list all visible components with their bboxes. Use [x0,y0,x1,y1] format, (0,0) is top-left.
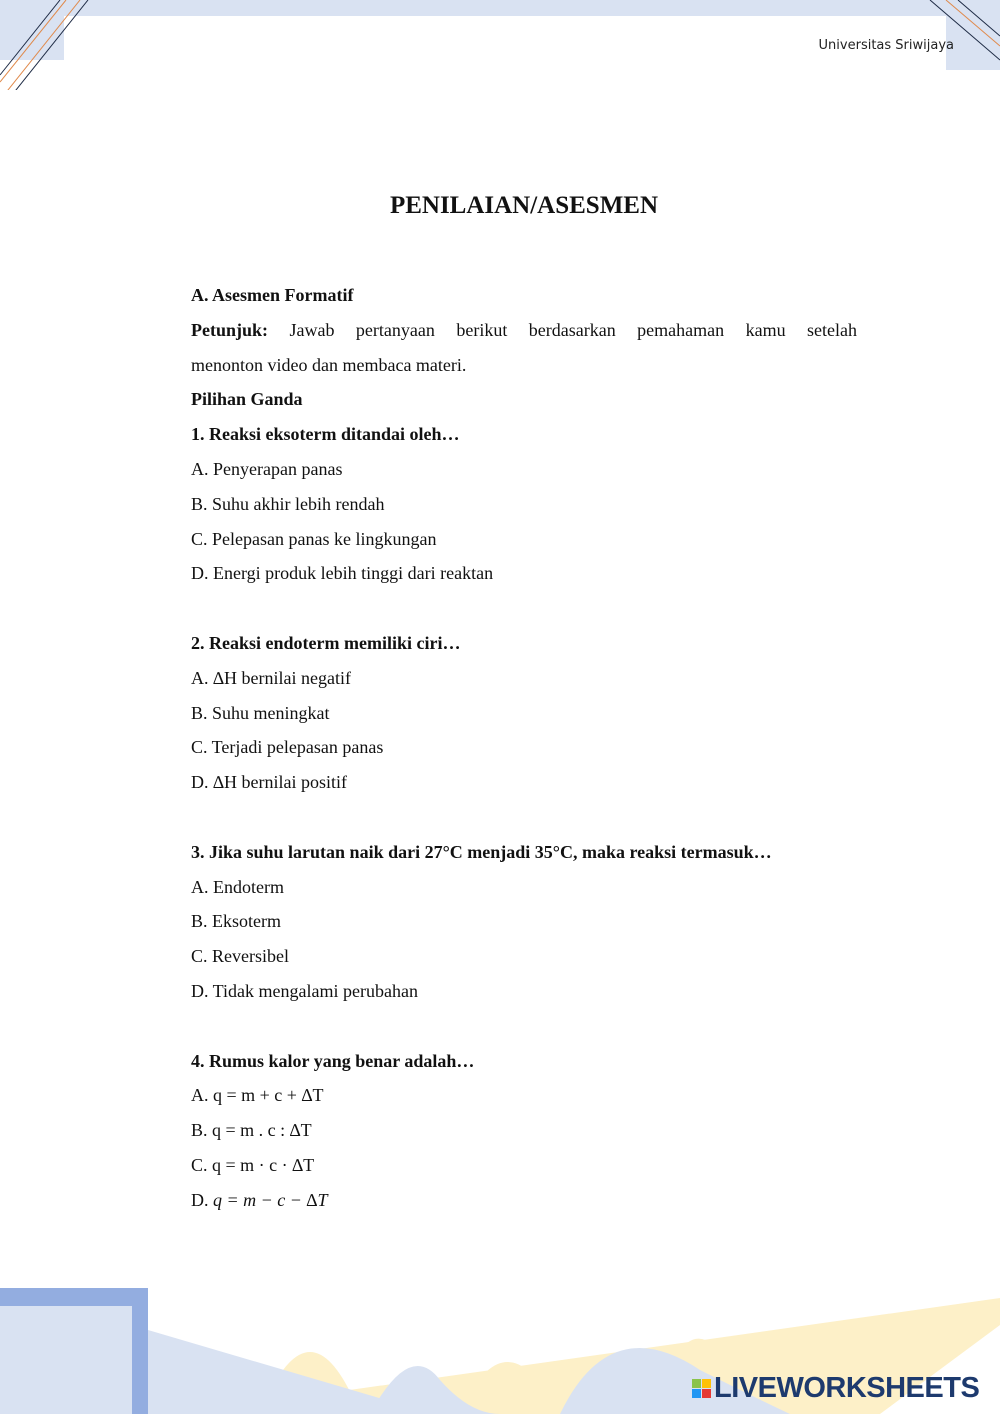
option-formula: q = m − c − ∆T [213,1189,328,1210]
option: B. Suhu akhir lebih rendah [191,493,385,514]
instructions-label: Petunjuk: [191,319,269,340]
option: B. q = m . c : ∆T [191,1120,312,1141]
option: A. Endoterm [191,876,284,897]
option: A. q = m + c + ∆T [191,1085,324,1106]
option-prefix: D. [191,1189,213,1210]
option: C. Reversibel [191,946,289,967]
question-2: 2. Reaksi endoterm memiliki ciri… [191,632,461,653]
assessment-content [191,278,857,1218]
option: D. Energi produk lebih tinggi dari reaktan [191,563,494,584]
spacer [191,800,857,835]
option: C. Pelepasan panas ke lingkungan [191,528,437,549]
question-3: 3. Jika suhu larutan naik dari 27°C menjadi 35°C, maka reaksi termasuk… [191,841,772,862]
spacer [191,1009,857,1044]
subheading: Pilihan Ganda [191,389,303,410]
spacer [191,591,857,626]
liveworksheets-logo [692,1372,979,1405]
question-4: 4. Rumus kalor yang benar adalah… [191,1050,475,1071]
instructions-line-1 [191,313,857,348]
option: C. Terjadi pelepasan panas [191,737,384,758]
logo-squares-icon [692,1379,711,1398]
option: D. Tidak mengalami perubahan [191,980,418,1001]
option: A. ∆H bernilai negatif [191,667,351,688]
instructions-text: Jawab pertanyaan berikut berdasarkan pemahaman kamu setelah [289,319,858,340]
option: C. q = m · c · ∆T [191,1154,315,1175]
option: D. ∆H bernilai positif [191,772,347,793]
option-d [191,1183,857,1218]
option: B. Eksoterm [191,911,281,932]
question-1: 1. Reaksi eksoterm ditandai oleh… [191,424,460,445]
instructions-line-2: menonton video dan membaca materi. [191,354,467,375]
logo-text: LIVEWORKSHEETS [714,1372,980,1404]
option: B. Suhu meningkat [191,702,330,723]
option: A. Penyerapan panas [191,458,343,479]
header-university: Universitas Sriwijaya [818,38,954,53]
page-title: PENILAIAN/ASESMEN [389,192,659,219]
section-heading: A. Asesmen Formatif [191,285,354,305]
